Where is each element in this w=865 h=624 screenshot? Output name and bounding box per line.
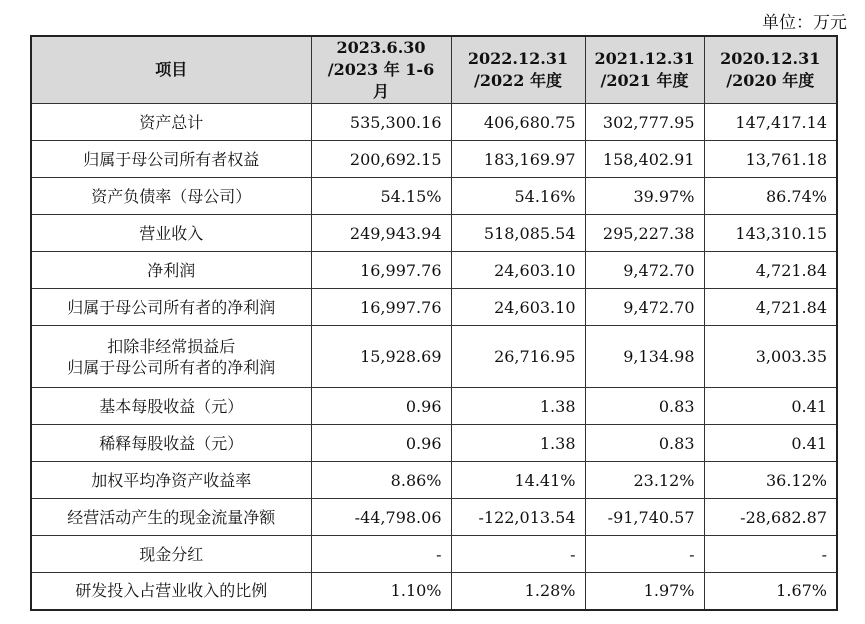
row-value: 1.10% <box>311 573 451 610</box>
row-value: 23.12% <box>585 462 704 499</box>
unit-label: 单位：万元 <box>762 13 847 33</box>
row-value: 406,680.75 <box>451 104 585 141</box>
row-value: 39.97% <box>585 178 704 215</box>
row-value: 1.38 <box>451 388 585 425</box>
row-label: 资产总计 <box>31 104 311 141</box>
row-label: 归属于母公司所有者权益 <box>31 141 311 178</box>
header-period-2020: 2020.12.31 /2020 年度 <box>704 36 837 104</box>
header-item: 项目 <box>31 36 311 104</box>
row-label: 研发投入占营业收入的比例 <box>31 573 311 610</box>
header-period-2021: 2021.12.31 /2021 年度 <box>585 36 704 104</box>
table-row <box>31 252 837 289</box>
row-value: 26,716.95 <box>451 326 585 388</box>
row-value: 0.41 <box>704 388 837 425</box>
row-label: 归属于母公司所有者的净利润 <box>31 289 311 326</box>
row-value: 200,692.15 <box>311 141 451 178</box>
row-value: 0.83 <box>585 388 704 425</box>
table-row <box>31 178 837 215</box>
header-row <box>31 36 837 104</box>
table-row <box>31 289 837 326</box>
row-value: -122,013.54 <box>451 499 585 536</box>
row-value: 295,227.38 <box>585 215 704 252</box>
row-label: 基本每股收益（元） <box>31 388 311 425</box>
row-value: 147,417.14 <box>704 104 837 141</box>
row-value: 183,169.97 <box>451 141 585 178</box>
row-value: 9,134.98 <box>585 326 704 388</box>
row-value: 16,997.76 <box>311 289 451 326</box>
row-value: 8.86% <box>311 462 451 499</box>
row-value: 16,997.76 <box>311 252 451 289</box>
table-row <box>31 462 837 499</box>
row-value: 0.96 <box>311 425 451 462</box>
row-value: 535,300.16 <box>311 104 451 141</box>
row-value: 86.74% <box>704 178 837 215</box>
row-label: 净利润 <box>31 252 311 289</box>
row-value: 14.41% <box>451 462 585 499</box>
row-label: 现金分红 <box>31 536 311 573</box>
table-row <box>31 499 837 536</box>
row-value: 1.97% <box>585 573 704 610</box>
row-value: 9,472.70 <box>585 252 704 289</box>
row-value: -91,740.57 <box>585 499 704 536</box>
row-value: 0.83 <box>585 425 704 462</box>
row-value: 1.38 <box>451 425 585 462</box>
row-label: 加权平均净资产收益率 <box>31 462 311 499</box>
row-value: 158,402.91 <box>585 141 704 178</box>
row-label: 经营活动产生的现金流量净额 <box>31 499 311 536</box>
row-label: 资产负债率（母公司） <box>31 178 311 215</box>
row-value: -44,798.06 <box>311 499 451 536</box>
row-value: - <box>704 536 837 573</box>
table-row <box>31 141 837 178</box>
row-label: 营业收入 <box>31 215 311 252</box>
table-header <box>31 36 837 104</box>
row-value: - <box>311 536 451 573</box>
table-row <box>31 388 837 425</box>
table-row <box>31 104 837 141</box>
row-value: 4,721.84 <box>704 289 837 326</box>
row-value: 24,603.10 <box>451 289 585 326</box>
row-value: 54.15% <box>311 178 451 215</box>
row-value: 54.16% <box>451 178 585 215</box>
row-label: 稀释每股收益（元） <box>31 425 311 462</box>
table-row <box>31 215 837 252</box>
row-value: 302,777.95 <box>585 104 704 141</box>
row-value: 15,928.69 <box>311 326 451 388</box>
table-row <box>31 425 837 462</box>
row-value: - <box>451 536 585 573</box>
row-value: 0.41 <box>704 425 837 462</box>
row-value: 249,943.94 <box>311 215 451 252</box>
row-value: 518,085.54 <box>451 215 585 252</box>
financial-summary-table <box>30 35 838 611</box>
row-value: 13,761.18 <box>704 141 837 178</box>
row-value: 1.28% <box>451 573 585 610</box>
table-body <box>31 104 837 610</box>
row-value: 3,003.35 <box>704 326 837 388</box>
table-row <box>31 326 837 388</box>
row-value: 36.12% <box>704 462 837 499</box>
header-period-2023h1: 2023.6.30 /2023 年 1-6 月 <box>311 36 451 104</box>
row-value: 143,310.15 <box>704 215 837 252</box>
row-value: -28,682.87 <box>704 499 837 536</box>
row-value: 24,603.10 <box>451 252 585 289</box>
row-value: - <box>585 536 704 573</box>
row-value: 4,721.84 <box>704 252 837 289</box>
row-value: 1.67% <box>704 573 837 610</box>
table-row <box>31 536 837 573</box>
table-row <box>31 573 837 610</box>
header-period-2022: 2022.12.31 /2022 年度 <box>451 36 585 104</box>
row-label: 扣除非经常损益后 归属于母公司所有者的净利润 <box>31 326 311 388</box>
row-value: 9,472.70 <box>585 289 704 326</box>
row-value: 0.96 <box>311 388 451 425</box>
